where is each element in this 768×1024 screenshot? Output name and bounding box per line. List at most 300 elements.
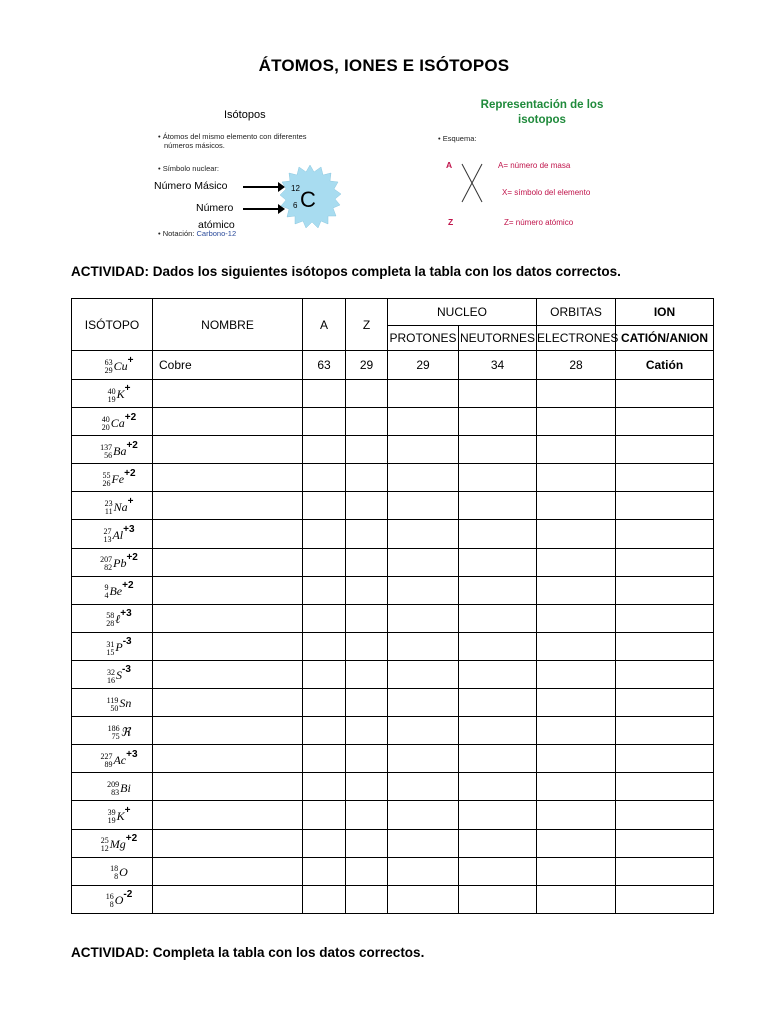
isotope-symbol: Sn [119, 696, 132, 711]
table-row [72, 801, 714, 829]
z-cell[interactable] [346, 745, 388, 773]
nuclide-numbers [102, 472, 110, 488]
isotope-mass: 32 [107, 667, 116, 677]
isotope-charge: +2 [124, 411, 137, 423]
a-cell[interactable] [303, 492, 346, 520]
ion-cell[interactable] [616, 857, 714, 885]
neutrones-cell[interactable] [459, 464, 537, 492]
protones-cell[interactable] [388, 857, 459, 885]
a-cell[interactable] [303, 829, 346, 857]
mass-number-label: Número Másico [154, 180, 228, 192]
ion-cell[interactable] [616, 492, 714, 520]
ion-cell[interactable] [616, 689, 714, 717]
isotope-symbol: P [115, 640, 123, 655]
nombre-cell[interactable] [153, 464, 303, 492]
nuclide-numbers [100, 444, 112, 460]
electrones-cell[interactable] [537, 829, 616, 857]
carbon-symbol: C [300, 187, 316, 212]
isotope-atomic-number: 4 [104, 591, 109, 601]
neutrones-cell[interactable] [459, 604, 537, 632]
notation-line [158, 229, 236, 238]
isotope-charge: + [124, 804, 131, 816]
electrones-cell[interactable] [537, 885, 616, 913]
isotope-mass: 207 [100, 555, 113, 565]
a-cell[interactable] [303, 520, 346, 548]
carbon-badge-icon [278, 164, 342, 228]
protones-cell[interactable] [388, 773, 459, 801]
a-cell[interactable] [303, 857, 346, 885]
neutrones-cell[interactable] [459, 548, 537, 576]
neutrones-cell[interactable] [459, 380, 537, 408]
table-row [72, 380, 714, 408]
cross-icon [460, 162, 484, 204]
activity-1-heading: ACTIVIDAD: Dados los siguientes isótopos completa la tabla con los datos correctos. [71, 264, 621, 279]
ion-cell[interactable] [616, 380, 714, 408]
isotope-atomic-number: 8 [109, 900, 114, 910]
atomic-arrow-icon [243, 208, 279, 210]
nombre-cell[interactable] [153, 380, 303, 408]
nombre-cell[interactable] [153, 408, 303, 436]
isotope-charge: +2 [122, 580, 134, 592]
neutrones-cell[interactable] [459, 632, 537, 660]
neutrones-cell[interactable] [459, 576, 537, 604]
z-cell[interactable] [346, 829, 388, 857]
nombre-cell[interactable] [153, 436, 303, 464]
protones-cell[interactable] [388, 492, 459, 520]
nuclide-numbers [107, 669, 115, 685]
a-cell[interactable] [303, 801, 346, 829]
ion-cell[interactable] [616, 576, 714, 604]
electrones-cell[interactable]: 28 [537, 351, 616, 380]
a-cell[interactable] [303, 436, 346, 464]
representation-bullet: • Esquema: [438, 134, 477, 143]
protones-cell[interactable] [388, 717, 459, 745]
ion-cell[interactable] [616, 773, 714, 801]
header-a: A [303, 299, 346, 351]
a-cell[interactable] [303, 689, 346, 717]
ion-cell[interactable] [616, 829, 714, 857]
z-cell[interactable] [346, 520, 388, 548]
isotope-charge: + [127, 354, 134, 366]
neutrones-cell[interactable] [459, 717, 537, 745]
page-title: ÁTOMOS, IONES E ISÓTOPOS [258, 56, 510, 75]
isotope-atomic-number: 19 [107, 394, 116, 404]
protones-cell[interactable] [388, 829, 459, 857]
z-cell[interactable] [346, 717, 388, 745]
atomic-number-label-1: Número [196, 202, 234, 214]
nombre-cell[interactable] [153, 745, 303, 773]
isotope-symbol: Fe [111, 471, 125, 486]
nuclide-numbers [104, 584, 108, 600]
electrones-cell[interactable] [537, 745, 616, 773]
header-ion: ION [616, 299, 714, 326]
nuclide-numbers [105, 359, 113, 375]
nuclide-numbers [102, 416, 110, 432]
neutrones-cell[interactable] [459, 436, 537, 464]
nombre-cell[interactable] [153, 885, 303, 913]
isotope-symbol: Bi [120, 780, 131, 795]
isotope-mass: 40 [107, 386, 116, 396]
electrones-cell[interactable] [537, 576, 616, 604]
notation-label: • Notación: [158, 229, 195, 238]
isotope-symbol: Be [109, 584, 123, 599]
a-cell[interactable] [303, 773, 346, 801]
ion-cell[interactable]: Catión [616, 351, 714, 380]
isotope-mass: 58 [106, 611, 115, 621]
isotope-charge: -2 [123, 889, 133, 901]
a-cell[interactable] [303, 464, 346, 492]
carbon-atomic-number: 6 [293, 201, 298, 210]
neutrones-cell[interactable] [459, 408, 537, 436]
nombre-cell[interactable] [153, 829, 303, 857]
electrones-cell[interactable] [537, 857, 616, 885]
ion-cell[interactable] [616, 885, 714, 913]
a-cell[interactable] [303, 604, 346, 632]
table-row [72, 885, 714, 913]
protones-cell[interactable] [388, 604, 459, 632]
electrones-cell[interactable] [537, 717, 616, 745]
representation-label-a: A [446, 160, 453, 170]
a-cell[interactable] [303, 632, 346, 660]
z-cell[interactable] [346, 660, 388, 688]
nombre-cell[interactable] [153, 520, 303, 548]
isotope-atomic-number: 28 [106, 619, 115, 629]
isotope-mass: 119 [106, 695, 119, 705]
header-nombre: NOMBRE [153, 299, 303, 351]
table-row [72, 548, 714, 576]
isotope-charge: +3 [120, 608, 132, 620]
z-cell[interactable]: 29 [346, 351, 388, 380]
isotope-symbol: Ac [113, 752, 127, 767]
ion-cell[interactable] [616, 548, 714, 576]
ion-cell[interactable] [616, 717, 714, 745]
ion-cell[interactable] [616, 801, 714, 829]
nuclide-numbers [100, 556, 112, 572]
isotope-symbol-cell [72, 520, 153, 548]
nuclide-numbers [110, 865, 118, 881]
protones-cell[interactable] [388, 801, 459, 829]
table-row [72, 660, 714, 688]
isotope-symbol: Ba [113, 443, 127, 458]
electrones-cell[interactable] [537, 632, 616, 660]
isotope-charge: +2 [124, 467, 136, 479]
electrones-cell[interactable] [537, 548, 616, 576]
isotope-symbol-cell [72, 576, 153, 604]
table-row [72, 689, 714, 717]
isotope-symbol-cell [72, 492, 153, 520]
representation-title-line1: Representación de los [480, 99, 604, 111]
a-cell[interactable] [303, 660, 346, 688]
isotope-atomic-number: 50 [110, 703, 119, 713]
header-protones: PROTONES [388, 326, 459, 351]
isotope-mass: 137 [100, 442, 113, 452]
table-row [72, 520, 714, 548]
isotopes-figure [152, 98, 352, 240]
representation-title [454, 98, 630, 128]
protones-cell[interactable] [388, 885, 459, 913]
electrones-cell[interactable] [537, 604, 616, 632]
z-cell[interactable] [346, 632, 388, 660]
isotope-symbol: ℓ [115, 612, 121, 627]
neutrones-cell[interactable] [459, 492, 537, 520]
isotope-atomic-number: 16 [107, 675, 116, 685]
a-cell[interactable] [303, 380, 346, 408]
nuclide-numbers [103, 528, 111, 544]
isotope-symbol-cell [72, 380, 153, 408]
nuclide-numbers [106, 893, 114, 909]
table-row [72, 829, 714, 857]
isotope-symbol: O [119, 865, 128, 880]
isotope-symbol-cell [72, 829, 153, 857]
nuclide-numbers [100, 753, 112, 769]
isotope-mass: 16 [105, 892, 114, 902]
isotope-atomic-number: 15 [106, 647, 115, 657]
z-cell[interactable] [346, 576, 388, 604]
nuclide-numbers [106, 641, 114, 657]
z-cell[interactable] [346, 464, 388, 492]
isotope-symbol-cell [72, 801, 153, 829]
isotope-symbol: Ca [110, 415, 125, 430]
electrones-cell[interactable] [537, 689, 616, 717]
isotope-symbol: K [116, 808, 125, 823]
ion-cell[interactable] [616, 745, 714, 773]
isotope-mass: 18 [110, 864, 119, 874]
protones-cell[interactable] [388, 408, 459, 436]
isotope-atomic-number: 89 [104, 759, 113, 769]
nuclide-numbers [105, 500, 113, 516]
table-row [72, 436, 714, 464]
ion-cell[interactable] [616, 660, 714, 688]
header-isotopo: ISÓTOPO [72, 299, 153, 351]
electrones-cell[interactable] [537, 380, 616, 408]
table-row [72, 773, 714, 801]
a-cell[interactable] [303, 745, 346, 773]
isotope-atomic-number: 19 [107, 816, 116, 826]
z-cell[interactable] [346, 773, 388, 801]
protones-cell[interactable] [388, 380, 459, 408]
mass-arrow-icon [243, 186, 279, 188]
def-z: Z= número atómico [504, 218, 574, 227]
isotope-charge: +2 [126, 551, 138, 563]
isotope-symbol-cell [72, 773, 153, 801]
nombre-cell[interactable] [153, 689, 303, 717]
ion-cell[interactable] [616, 520, 714, 548]
isotope-symbol: ℜ [120, 724, 131, 739]
ion-cell[interactable] [616, 464, 714, 492]
header-cation-anion: CATIÓN/ANION [616, 326, 714, 351]
protones-cell[interactable] [388, 520, 459, 548]
z-cell[interactable] [346, 380, 388, 408]
table-row [72, 464, 714, 492]
isotopes-bullet1-line2: números másicos. [164, 141, 225, 150]
a-cell[interactable] [303, 717, 346, 745]
isotope-charge: -3 [122, 636, 132, 648]
isotope-symbol: Pb [113, 555, 127, 570]
isotope-atomic-number: 82 [104, 563, 113, 573]
electrones-cell[interactable] [537, 408, 616, 436]
nombre-cell[interactable] [153, 801, 303, 829]
isotope-atomic-number: 12 [100, 844, 109, 854]
a-cell[interactable]: 63 [303, 351, 346, 380]
electrones-cell[interactable] [537, 660, 616, 688]
nuclide-numbers [108, 725, 120, 741]
a-cell[interactable] [303, 548, 346, 576]
table-row [72, 576, 714, 604]
a-cell[interactable] [303, 576, 346, 604]
isotope-symbol-cell [72, 548, 153, 576]
z-cell[interactable] [346, 885, 388, 913]
protones-cell[interactable] [388, 632, 459, 660]
isotope-symbol-cell [72, 464, 153, 492]
isotope-symbol-cell [72, 632, 153, 660]
protones-cell[interactable] [388, 576, 459, 604]
protones-cell[interactable] [388, 745, 459, 773]
isotope-charge: +2 [126, 439, 138, 451]
header-neutrones: NEUTORNES [459, 326, 537, 351]
isotope-symbol-cell [72, 689, 153, 717]
carbon-mass-number: 12 [291, 184, 300, 193]
isotope-atomic-number: 75 [111, 731, 120, 741]
protones-cell[interactable] [388, 548, 459, 576]
protones-cell[interactable]: 29 [388, 351, 459, 380]
z-cell[interactable] [346, 604, 388, 632]
isotope-charge: +3 [123, 523, 135, 535]
isotope-charge: + [127, 495, 134, 507]
isotope-symbol: Al [112, 527, 124, 542]
neutrones-cell[interactable] [459, 745, 537, 773]
ion-cell[interactable] [616, 436, 714, 464]
z-cell[interactable] [346, 408, 388, 436]
ion-cell[interactable] [616, 408, 714, 436]
isotope-symbol-cell [72, 436, 153, 464]
isotope-charge: +2 [125, 832, 138, 844]
notation-value: Carbono-12 [196, 229, 237, 238]
nombre-cell[interactable] [153, 576, 303, 604]
isotope-atomic-number: 56 [104, 450, 113, 460]
isotope-symbol-cell [72, 604, 153, 632]
nombre-cell[interactable]: Cobre [153, 351, 303, 380]
isotope-charge: -3 [122, 664, 131, 676]
isotopes-bullet1-line1: • Átomos del mismo elemento con diferentes [158, 132, 307, 141]
neutrones-cell[interactable] [459, 660, 537, 688]
isotope-symbol-cell [72, 885, 153, 913]
electrones-cell[interactable] [537, 520, 616, 548]
protones-cell[interactable] [388, 689, 459, 717]
activity-2-heading: ACTIVIDAD: Completa la tabla con los datos correctos. [71, 945, 425, 960]
isotope-mass: 25 [100, 836, 109, 846]
protones-cell[interactable] [388, 436, 459, 464]
nombre-cell[interactable] [153, 548, 303, 576]
isotope-symbol: O [114, 893, 124, 908]
def-x: X= símbolo del elemento [502, 188, 591, 197]
neutrones-cell[interactable] [459, 885, 537, 913]
nombre-cell[interactable] [153, 857, 303, 885]
isotope-charge: + [124, 383, 131, 395]
electrones-cell[interactable] [537, 801, 616, 829]
nombre-cell[interactable] [153, 632, 303, 660]
isotope-atomic-number: 11 [104, 507, 113, 517]
table-row [72, 745, 714, 773]
electrones-cell[interactable] [537, 436, 616, 464]
z-cell[interactable] [346, 436, 388, 464]
neutrones-cell[interactable] [459, 857, 537, 885]
isotope-atomic-number: 13 [103, 535, 112, 545]
z-cell[interactable] [346, 857, 388, 885]
table-row [72, 632, 714, 660]
isotope-atomic-number: 20 [101, 422, 110, 432]
nombre-cell[interactable] [153, 492, 303, 520]
z-cell[interactable] [346, 689, 388, 717]
nuclide-numbers [107, 697, 119, 713]
isotope-symbol: S [116, 668, 123, 683]
isotopes-figure-title: Isótopos [224, 109, 266, 121]
a-cell[interactable] [303, 408, 346, 436]
protones-cell[interactable] [388, 660, 459, 688]
header-z: Z [346, 299, 388, 351]
header-nucleo: NUCLEO [388, 299, 537, 326]
table-row [72, 604, 714, 632]
electrones-cell[interactable] [537, 492, 616, 520]
neutrones-cell[interactable] [459, 773, 537, 801]
isotope-mass: 63 [104, 358, 113, 368]
electrones-cell[interactable] [537, 773, 616, 801]
isotope-symbol: K [116, 387, 125, 402]
nombre-cell[interactable] [153, 773, 303, 801]
isotope-atomic-number: 26 [102, 478, 111, 488]
isotope-symbol-cell [72, 717, 153, 745]
isotope-symbol-cell [72, 745, 153, 773]
neutrones-cell[interactable] [459, 801, 537, 829]
z-cell[interactable] [346, 548, 388, 576]
ion-cell[interactable] [616, 632, 714, 660]
isotope-mass: 27 [103, 527, 112, 537]
isotope-symbol-cell [72, 857, 153, 885]
isotope-mass: 9 [104, 583, 109, 593]
def-a: A= número de masa [498, 161, 571, 170]
a-cell[interactable] [303, 885, 346, 913]
neutrones-cell[interactable]: 34 [459, 351, 537, 380]
header-electrones: ELECTRONES [537, 326, 616, 351]
isotope-mass: 186 [107, 723, 120, 733]
isotope-mass: 209 [107, 779, 120, 789]
isotopes-bullet2: • Símbolo nuclear: [158, 164, 219, 173]
isotope-symbol-cell [72, 351, 153, 380]
isotope-mass: 40 [101, 414, 110, 424]
nombre-cell[interactable] [153, 604, 303, 632]
isotope-mass: 39 [107, 808, 116, 818]
isotope-symbol: Cu [113, 358, 128, 373]
isotope-atomic-number: 8 [114, 872, 119, 882]
neutrones-cell[interactable] [459, 829, 537, 857]
isotope-symbol-cell [72, 408, 153, 436]
z-cell[interactable] [346, 492, 388, 520]
ion-cell[interactable] [616, 604, 714, 632]
neutrones-cell[interactable] [459, 520, 537, 548]
isotopes-table [71, 298, 714, 914]
electrones-cell[interactable] [537, 464, 616, 492]
nuclide-numbers [108, 388, 116, 404]
z-cell[interactable] [346, 801, 388, 829]
neutrones-cell[interactable] [459, 689, 537, 717]
nombre-cell[interactable] [153, 660, 303, 688]
isotope-mass: 31 [106, 639, 115, 649]
nombre-cell[interactable] [153, 717, 303, 745]
isotope-mass: 23 [104, 499, 113, 509]
table-row [72, 717, 714, 745]
isotope-mass: 55 [102, 470, 111, 480]
protones-cell[interactable] [388, 464, 459, 492]
nuclide-numbers [107, 781, 119, 797]
